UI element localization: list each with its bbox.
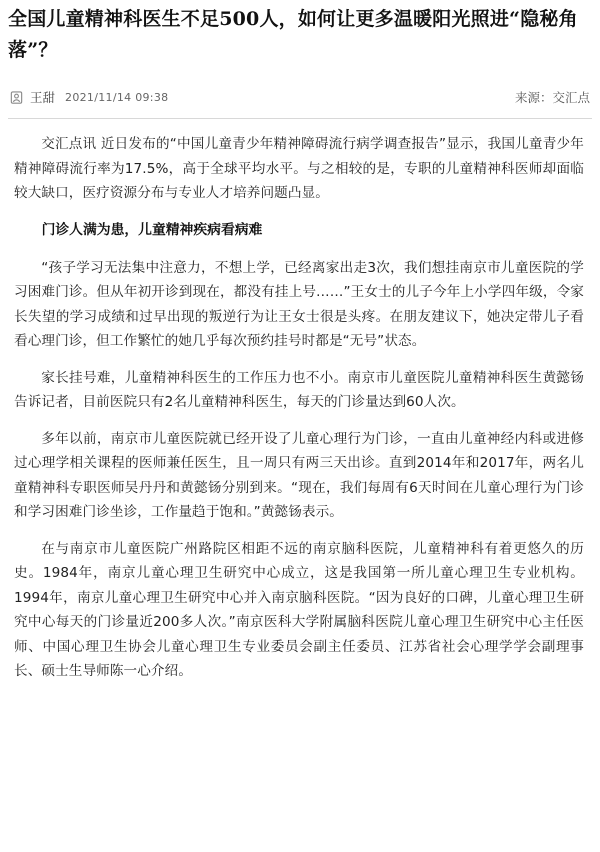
article-source: 来源：交汇点 — [514, 90, 590, 105]
author-name[interactable]: 王甜 — [30, 90, 56, 105]
paragraph-3: 家长挂号难，儿童精神科医生的工作压力也不小。南京市儿童医院儿童精神科医生黄懿钖告诉记者，目前医院只有2名儿童精神科医生，每天的门诊量达到60人次。 — [14, 369, 584, 410]
paragraph-4: 多年以前，南京市儿童医院就已经开设了儿童心理行为门诊，一直由儿童神经内科或进修过心理学相关课程的医师兼任医生，且一周只有两三天出诊。直到2014年和2017年，两名儿童精神科专职医师吴丹丹和黄懿钖分别到来。“现在，我们每周有6天时间在儿童心理行为门诊和学习困难门诊坐诊，工作量趋于饱和。”黄懿钖表示。 — [14, 430, 584, 520]
paragraph-5: 在与南京市儿童医院广州路院区相距不远的南京脑科医院，儿童精神科有着更悠久的历史。1984年，南京儿童心理卫生研究中心成立，这是我国第一所儿童心理卫生专业机构。1994年，南京儿童心理卫生研究中心并入南京脑科医院。“因为良好的口碑，儿童心理卫生研究中心每天的门诊量近200多人次。”南京医科大学附属脑科医院儿童心理卫生研究中心主任医师、中国心理卫生协会儿童心理卫生专业委员会副主任委员、江苏省社会心理学学会副理事长、硕士生导师陈一心介绍。 — [14, 540, 584, 679]
meta-divider — [8, 118, 592, 119]
publish-date: 2021/11/14 09:38 — [65, 90, 169, 104]
article-body — [14, 132, 584, 696]
user-icon — [8, 89, 24, 105]
paragraph-2: “孩子学习无法集中注意力，不想上学，已经离家出走3次，我们想挂南京市儿童医院的学习困难门诊。但从年初开诊到现在，都没有挂上号……”王女士的儿子今年上小学四年级，令家长失望的学习成绩和过早出现的叛逆行为让王女士很是头疼。在朋友建议下，她决定带儿子看看心理门诊，但工作繁忙的她几乎每次预约挂号时都是“无号”状态。 — [14, 259, 584, 349]
article-meta — [8, 85, 590, 109]
paragraph-intro: 交汇点讯 近日发布的“中国儿童青少年精神障碍流行病学调查报告”显示，我国儿童青少年精神障碍流行率为17.5%，高于全球平均水平。与之相较的是，专职的儿童精神科医师却面临较大缺口，医疗资源分布与专业人才培养问题凸显。 — [14, 136, 584, 201]
article-title: 全国儿童精神科医生不足500人，如何让更多温暖阳光照进“隐秘角落”？ — [8, 8, 578, 61]
section-heading: 门诊人满为患，儿童精神疾病看病难 — [41, 221, 263, 238]
